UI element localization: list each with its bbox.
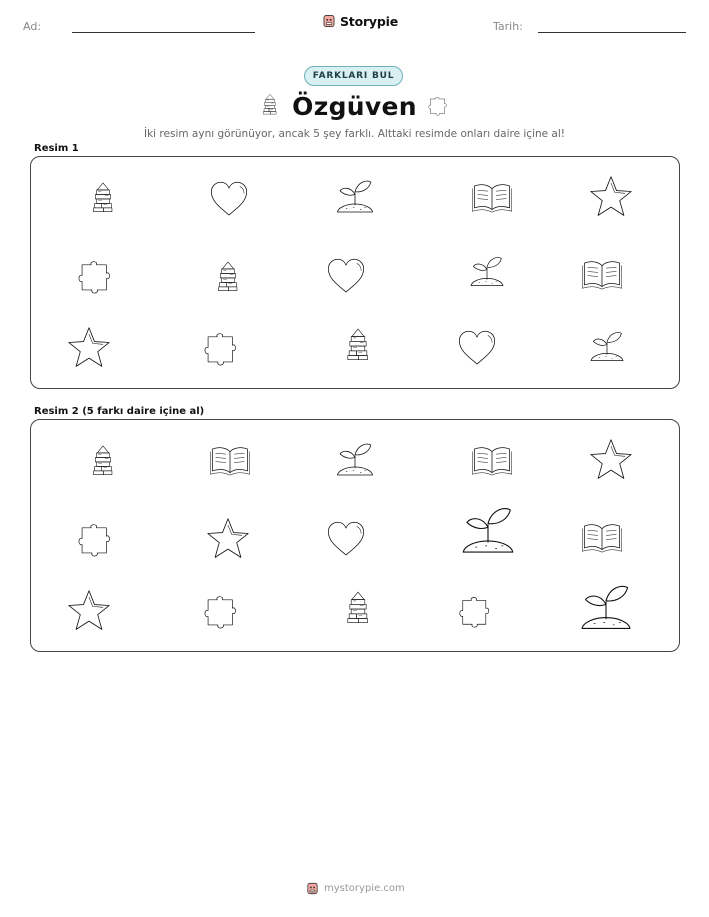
picture-1-panel xyxy=(30,156,680,389)
heart-icon xyxy=(207,178,251,220)
storypie-mascot-icon xyxy=(306,881,319,896)
date-line[interactable] xyxy=(538,32,686,33)
footer-url[interactable]: mystorypie.com xyxy=(324,883,405,894)
book-icon xyxy=(467,176,517,218)
book-icon xyxy=(577,253,627,295)
instructions: İki resim aynı görünüyor, ancak 5 şey farklı. Alttaki resimde onları daire içine al! xyxy=(144,128,565,140)
sprout-icon xyxy=(467,250,507,294)
sprout-icon xyxy=(576,576,636,640)
book-icon xyxy=(205,439,255,481)
book-icon xyxy=(467,439,517,481)
date-label: Tarih: xyxy=(493,20,523,33)
page-title: Özgüven xyxy=(292,92,417,121)
block-tower-icon xyxy=(87,434,119,486)
star-icon xyxy=(588,437,634,483)
star-icon xyxy=(588,174,634,220)
picture-1-label: Resim 1 xyxy=(34,143,79,154)
sprout-icon xyxy=(457,498,519,564)
storypie-logo xyxy=(322,13,398,29)
name-label: Ad: xyxy=(23,20,42,33)
sprout-icon xyxy=(333,438,377,482)
heart-icon xyxy=(323,255,369,297)
star-icon xyxy=(205,516,251,562)
book-icon xyxy=(577,516,627,558)
puzzle-piece-icon xyxy=(427,94,449,118)
heart-icon xyxy=(454,327,500,369)
activity-badge: FARKLARI BUL xyxy=(304,66,403,86)
storypie-mascot-icon xyxy=(322,13,336,29)
puzzle-piece-icon xyxy=(76,518,114,562)
sprout-icon xyxy=(587,325,627,369)
picture-2-label: Resim 2 (5 farkı daire içine al) xyxy=(34,406,205,417)
footer xyxy=(306,881,405,896)
heart-icon xyxy=(323,518,369,560)
star-icon xyxy=(66,588,112,634)
puzzle-piece-icon xyxy=(202,326,240,372)
brand-name: Storypie xyxy=(340,13,398,29)
picture-2-panel[interactable] xyxy=(30,419,680,652)
block-tower-icon xyxy=(341,317,375,371)
star-icon xyxy=(66,325,112,371)
name-line[interactable] xyxy=(72,32,255,33)
block-tower-icon xyxy=(341,580,375,634)
puzzle-piece-icon xyxy=(202,589,240,635)
block-tower-icon xyxy=(87,171,119,223)
puzzle-piece-icon xyxy=(457,590,493,634)
sprout-icon xyxy=(333,175,377,219)
puzzle-piece-icon xyxy=(76,255,114,299)
block-tower-icon xyxy=(212,250,244,302)
